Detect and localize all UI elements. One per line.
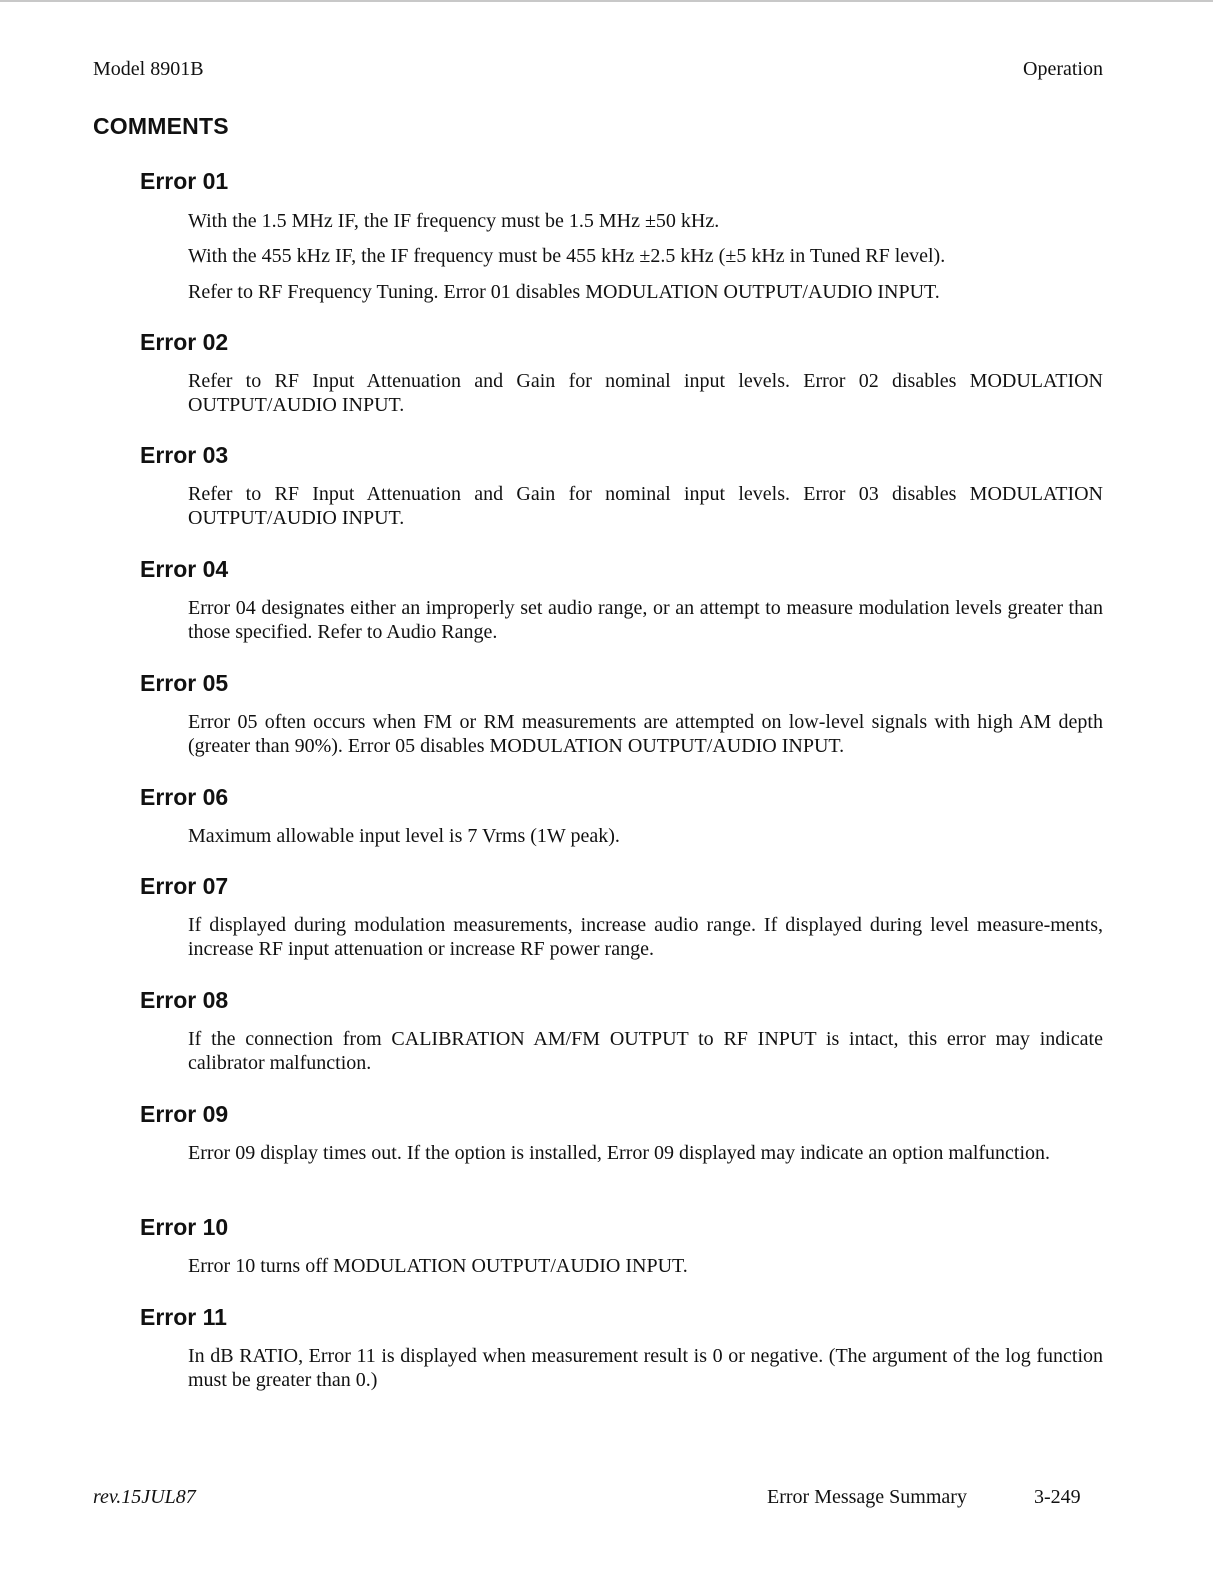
error-text: With the 1.5 MHz IF, the IF frequency must be 1.5 MHz ±50 kHz. (188, 210, 720, 232)
error-text: Refer to RF Input Attenuation and Gain for nominal input levels. Error 03 disables MODULATION OUTPUT/AUDIO INPUT. (188, 483, 1103, 529)
error-text: With the 455 kHz IF, the IF frequency must be 455 kHz ±2.5 kHz (±5 kHz in Tuned RF level). (188, 245, 946, 267)
error-text: Maximum allowable input level is 7 Vrms (1W peak). (188, 825, 620, 847)
error-title: Error 03 (140, 442, 229, 468)
error-text: If displayed during modulation measurements, increase audio range. If displayed during level measure-ments, increase RF input attenuation or increase RF power range. (188, 914, 1103, 960)
error-title: Error 01 (140, 168, 229, 194)
error-text: In dB RATIO, Error 11 is displayed when measurement result is 0 or negative. (The argument of the log function must be greater than 0.) (188, 1345, 1103, 1391)
error-title: Error 07 (140, 873, 229, 899)
error-text: Refer to RF Input Attenuation and Gain for nominal input levels. Error 02 disables MODULATION OUTPUT/AUDIO INPUT. (188, 370, 1103, 416)
error-text: Error 05 often occurs when FM or RM measurements are attempted on low-level signals with high AM depth (greater than 90%). Error 05 disables MODULATION OUTPUT/AUDIO INPUT. (188, 711, 1103, 757)
footer-page-number: 3-249 (1034, 1486, 1081, 1508)
error-title: Error 05 (140, 670, 229, 696)
error-title: Error 10 (140, 1214, 229, 1240)
error-title: Error 02 (140, 329, 229, 355)
scan-top-edge (0, 0, 1213, 2)
error-title: Error 11 (140, 1304, 227, 1330)
error-title: Error 09 (140, 1101, 229, 1127)
error-text: Error 10 turns off MODULATION OUTPUT/AUDIO INPUT. (188, 1255, 688, 1277)
error-text: Error 09 display times out. If the option is installed, Error 09 displayed may indicate an option malfunction. (188, 1142, 1051, 1164)
footer-revision: rev.15JUL87 (93, 1486, 196, 1508)
header-model: Model 8901B (93, 58, 204, 80)
error-title: Error 06 (140, 784, 229, 810)
section-title: COMMENTS (93, 113, 229, 139)
error-text: Refer to RF Frequency Tuning. Error 01 disables MODULATION OUTPUT/AUDIO INPUT. (188, 281, 940, 303)
error-title: Error 08 (140, 987, 229, 1013)
error-title: Error 04 (140, 556, 229, 582)
error-text: If the connection from CALIBRATION AM/FM OUTPUT to RF INPUT is intact, this error may indicate calibrator malfunction. (188, 1028, 1103, 1074)
error-text: Error 04 designates either an improperly set audio range, or an attempt to measure modulation levels greater than those specified. Refer to Audio Range. (188, 597, 1103, 643)
footer-section-title: Error Message Summary (767, 1486, 967, 1508)
header-section: Operation (1023, 58, 1103, 80)
